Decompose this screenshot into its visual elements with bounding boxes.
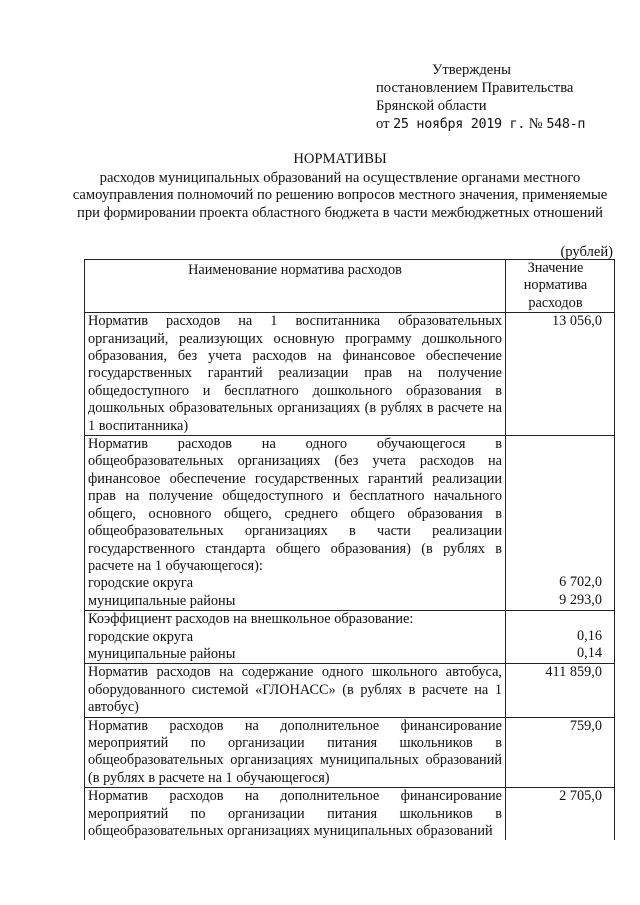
row-name: Норматив расходов на содержание одного школьного автобуса, оборудованного системой «ГЛОНАСС» (в рублях в расчете на 1 автобус) — [85, 664, 506, 717]
row-sub-value: 0,14 — [576, 644, 602, 661]
row-sub-label: муниципальные районы — [88, 592, 236, 609]
row-sub-value: 0,16 — [576, 627, 602, 644]
table-row — [85, 436, 615, 611]
approval-line-3: Брянской области — [376, 98, 487, 114]
row-value-cell — [506, 436, 615, 611]
row-sub-label: городские округа — [88, 628, 194, 645]
row-value-cell — [506, 611, 615, 664]
row-name: Норматив расходов на дополнительное финансирование мероприятий по организации питания школьников в общеобразовательных организациях муниципальных образований — [85, 788, 506, 841]
row-name: Норматив расходов на дополнительное финансирование мероприятий по организации питания школьников в общеобразовательных организациях муниципальных образований (в рублях в расчете на 1 обучающегося) — [85, 717, 506, 788]
document-title — [60, 151, 620, 222]
row-value: 759,0 — [506, 717, 615, 788]
units-label: (рублей) — [560, 244, 613, 260]
approval-date-line — [376, 115, 585, 134]
table-row — [85, 788, 615, 841]
row-name-cell — [85, 436, 506, 611]
approval-date: 25 ноября 2019 г. — [393, 117, 526, 132]
row-sub-value: 9 293,0 — [559, 591, 602, 608]
table-row — [85, 313, 615, 436]
row-sub-value: 6 702,0 — [559, 574, 602, 591]
title-heading: НОРМАТИВЫ — [293, 151, 387, 167]
table-row — [85, 717, 615, 788]
row-value: 2 705,0 — [506, 788, 615, 841]
table-row — [85, 611, 615, 664]
column-header-value: Значение норматива расходов — [506, 260, 615, 313]
approval-line-1: Утверждены — [432, 62, 511, 78]
approval-block — [376, 61, 585, 134]
table-header-row — [85, 260, 615, 313]
row-value: 411 859,0 — [506, 664, 615, 717]
row-name: Коэффициент расходов на внешкольное образование: — [88, 611, 414, 628]
row-name: Норматив расходов на 1 воспитанника образовательных организаций, реализующих основную программу дошкольного образования, без учета расходов на финансовое обеспечение государственных гарантий реализации прав на получение общедоступного и бесплатного дошкольного образования в дошкольных образовательных организациях (в рублях в расчете на 1 воспитанника) — [85, 313, 506, 436]
approval-number-sign: № — [528, 116, 543, 132]
title-subtitle: расходов муниципальных образований на осуществление органами местного самоуправления полномочий по решению вопросов местного значения, применяемые при формировании проекта областного бюджета в части межбюджетных отношений — [72, 169, 608, 221]
column-header-name: Наименование норматива расходов — [85, 260, 506, 313]
approval-number: 548-п — [546, 117, 586, 132]
approval-line-2: постановлением Правительства — [376, 80, 574, 96]
norms-table — [84, 259, 615, 840]
row-name-cell — [85, 611, 506, 664]
row-name: Норматив расходов на одного обучающегося в общеобразовательных организациях (без учета расходов на финансовое обеспечение государственных гарантий реализации прав на получение общедоступного и бесплатного начального общего, основного общего, среднего общего образования в общеобразовательных организациях в части реализации государственного стандарта общего образования) (в рублях в расчете на 1 обучающегося): — [88, 436, 502, 574]
approval-from-label: от — [376, 116, 390, 132]
table-row — [85, 664, 615, 717]
row-value: 13 056,0 — [506, 313, 615, 436]
row-sub-label: городские округа — [88, 575, 194, 592]
row-sub-label: муниципальные районы — [88, 645, 236, 662]
